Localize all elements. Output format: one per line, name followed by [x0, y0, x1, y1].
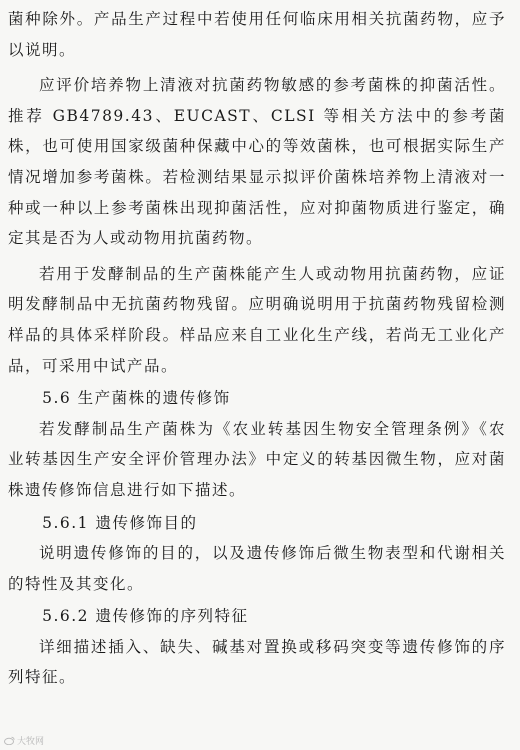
- section-5-6-1-body: 说明遗传修饰的目的，以及遗传修饰后微生物表型和代谢相关的特性及其变化。: [8, 544, 506, 593]
- section-5-6-heading: 5.6 生产菌株的遗传修饰: [42, 389, 231, 408]
- section-5-6-body: 若发酵制品生产菌株为《农业转基因生物安全管理条例》《农业转基因生产安全评价管理办法》中定义的转基因微生物，应对菌株遗传修饰信息进行如下描述。: [8, 419, 506, 499]
- section-5-6-2-heading: 5.6.2 遗传修饰的序列特征: [42, 607, 249, 626]
- weibo-logo-icon: [4, 736, 15, 745]
- paragraph-2: 应评价培养物上清液对抗菌药物敏感的参考菌株的抑菌活性。推荐 GB4789.43、EUCAST、CLSI 等相关方法中的参考菌株，也可使用国家级菌种保藏中心的等效菌株，也可根据实际生产情况增加参考菌株。若检测结果显示拟评价菌株培养物上清液对一种或一种以上参考菌株出现抑菌活性，应对抑菌物质进行鉴定，确定其是否为人或动物用抗菌药物。: [8, 76, 506, 248]
- paragraph-1: 菌种除外。产品生产过程中若使用任何临床用相关抗菌药物，应予以说明。: [8, 10, 506, 59]
- watermark: [4, 734, 44, 747]
- section-5-6-2-body: 详细描述插入、缺失、碱基对置换或移码突变等遗传修饰的序列特征。: [8, 637, 506, 687]
- section-5-6-1-heading: 5.6.1 遗传修饰目的: [42, 513, 198, 532]
- paragraph-3: 若用于发酵制品的生产菌株能产生人或动物用抗菌药物，应证明发酵制品中无抗菌药物残留。应明确说明用于抗菌药物残留检测样品的具体采样阶段。样品应来自工业化生产线，若尚无工业化产品，可采用中试产品。: [8, 264, 506, 375]
- watermark-text: 大牧网: [17, 737, 45, 747]
